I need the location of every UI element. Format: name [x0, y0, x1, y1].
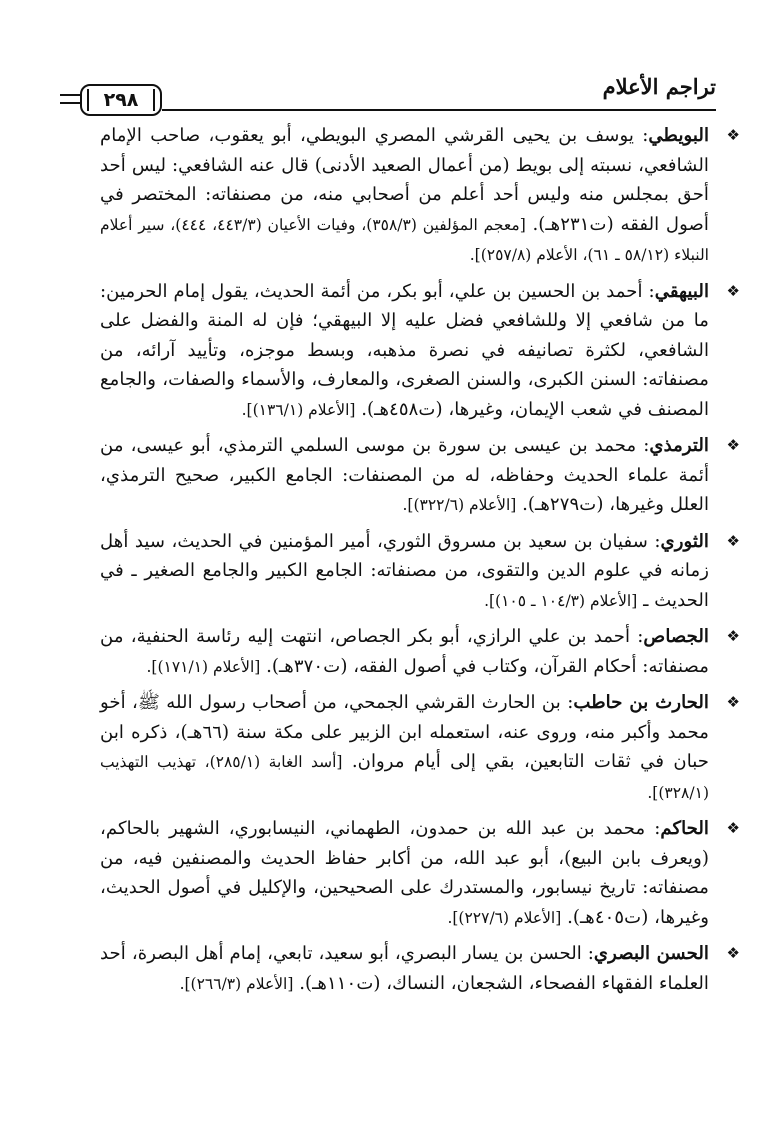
entry-text: يوسف بن يحيى القرشي المصري البويطي، أبو يعقوب، صاحب الإمام الشافعي، نسبته إلى بويط (من أعمال الصعيد الأدنى) قال عنه الشافعي: ليس أحد أحق بمجلس منه وليس أحد أعلم من أصحابي منه، من مصنفاته: المختصر في أصول الفقه (ت٢٣١هـ). — [100, 125, 709, 235]
page-header — [60, 70, 716, 116]
bullet-icon: ❖ — [726, 627, 740, 645]
page-number-box — [80, 84, 162, 116]
running-title: تراجم الأعلام — [602, 74, 716, 99]
bullet-icon: ❖ — [726, 693, 740, 711]
entry-reference: [أسد الغابة (٢٨٥/١)، تهذيب التهذيب (٣٢٨/١)]. — [100, 753, 709, 802]
entry-name: الحاكم : — [645, 818, 709, 839]
biography-entry — [100, 277, 740, 426]
header-rule — [162, 109, 716, 111]
entry-name: الترمذي : — [636, 435, 709, 456]
entry-text: محمد بن عيسى بن سورة بن موسى السلمي الترمذي، أبو عيسى، من أئمة علماء الحديث وحفاظه، له من المصنفات: الجامع الكبير، صحيح الترمذي، العلل وغيرها، (ت٢٧٩هـ). — [100, 435, 709, 515]
entry-reference: [الأعلام (٢٦٦/٣)]. — [179, 974, 294, 993]
header-double-rule — [60, 94, 82, 104]
entry-reference: [الأعلام (٢٢٧/٦)]. — [447, 908, 562, 927]
biography-entry — [100, 431, 740, 521]
bullet-icon: ❖ — [726, 944, 740, 962]
bullet-icon: ❖ — [726, 819, 740, 837]
biography-entry — [100, 622, 740, 682]
entry-name: الحارث بن حاطب : — [561, 692, 709, 713]
biography-entry — [100, 121, 740, 271]
page-number: ٢٩٨ — [103, 89, 139, 111]
entry-name: الثوري : — [648, 531, 709, 552]
entry-reference: [الأعلام (٣٢٢/٦)]. — [402, 496, 517, 514]
entry-text: بن الحارث القرشي الجمحي، من أصحاب رسول الله ﷺ، أخو محمد وأكبر منه، وروى عنه، استعمله ابن الزبير على مكة سنة (٦٦هـ)، ذكره ابن حبان في ثقات التابعين، بقي إلى أيام مروان. — [100, 692, 709, 772]
bullet-icon: ❖ — [726, 126, 740, 144]
entry-name: البيهقي : — [643, 281, 709, 302]
biography-entry — [100, 814, 740, 933]
entry-reference: [الأعلام (١٣٦/١)]. — [241, 400, 356, 419]
entry-name: الجصاص : — [630, 626, 709, 647]
entry-text: أحمد بن علي الرازي، أبو بكر الجصاص، انتهت إليه رئاسة الحنفية، من مصنفاته: أحكام القرآن، وكتاب في أصول الفقه، (ت٣٧٠هـ). — [100, 626, 709, 677]
entry-reference: [الأعلام (١٠٤/٣ ـ ١٠٥)]. — [484, 591, 638, 610]
entry-text: أحمد بن الحسين بن علي، أبو بكر، من أئمة الحديث، يقول إمام الحرمين: ما من شافعي إلا وللشافعي فضل عليه إلا البيهقي؛ فإن له المنة والفضل على الشافعي، لكثرة تصانيفه في نصرة مذهبه، وبسط موجزه، وتأييد آرائه، من مصنفاته: السنن الكبرى، والسنن الصغرى، والمعارف، والأسماء والصفات، والجامع المصنف في شعب الإيمان، وغيرها، (ت٤٥٨هـ). — [100, 280, 709, 420]
entry-name: الحسن البصري : — [582, 943, 709, 964]
biography-entry — [100, 688, 740, 808]
entry-reference: [معجم المؤلفين (٣٥٨/٣)، وفيات الأعيان (٤٤٣/٣، ٤٤٤)، سير أعلام النبلاء (٥٨/١٢ ـ ٦١)، الأعلام (٢٥٧/٨)]. — [100, 215, 709, 264]
entry-name: البويطي : — [634, 125, 709, 146]
biography-entry — [100, 527, 740, 617]
entry-reference: [الأعلام (١٧١/١)]. — [146, 657, 261, 676]
entry-text: سفيان بن سعيد بن مسروق الثوري، أمير المؤمنين في الحديث، سيد أهل زمانه في علوم الدين والتقوى، من مصنفاته: الجامع الكبير والجامع الصغير ـ في الحديث ـ — [100, 530, 709, 611]
biography-list — [100, 121, 740, 1005]
bullet-icon: ❖ — [726, 281, 740, 300]
entry-text: محمد بن عبد الله بن حمدون، الطهماني، النيسابوري، الشهير بالحاكم، (ويعرف بابن البيع)، أبو عبد الله، من أكابر حفاظ الحديث والمصنفين فيه، من مصنفاته: تاريخ نيسابور، والمستدرك على الصحيحين، والإكليل في أصول الحديث، وغيرها، (ت٤٠٥هـ). — [100, 818, 709, 928]
bullet-icon: ❖ — [726, 436, 740, 454]
bullet-icon: ❖ — [726, 531, 740, 550]
biography-entry — [100, 939, 740, 999]
entry-text: الحسن بن يسار البصري، أبو سعيد، تابعي، إمام أهل البصرة، أحد العلماء الفقهاء الفصحاء، الشجعان، النساك، (ت١١٠هـ). — [100, 943, 709, 994]
